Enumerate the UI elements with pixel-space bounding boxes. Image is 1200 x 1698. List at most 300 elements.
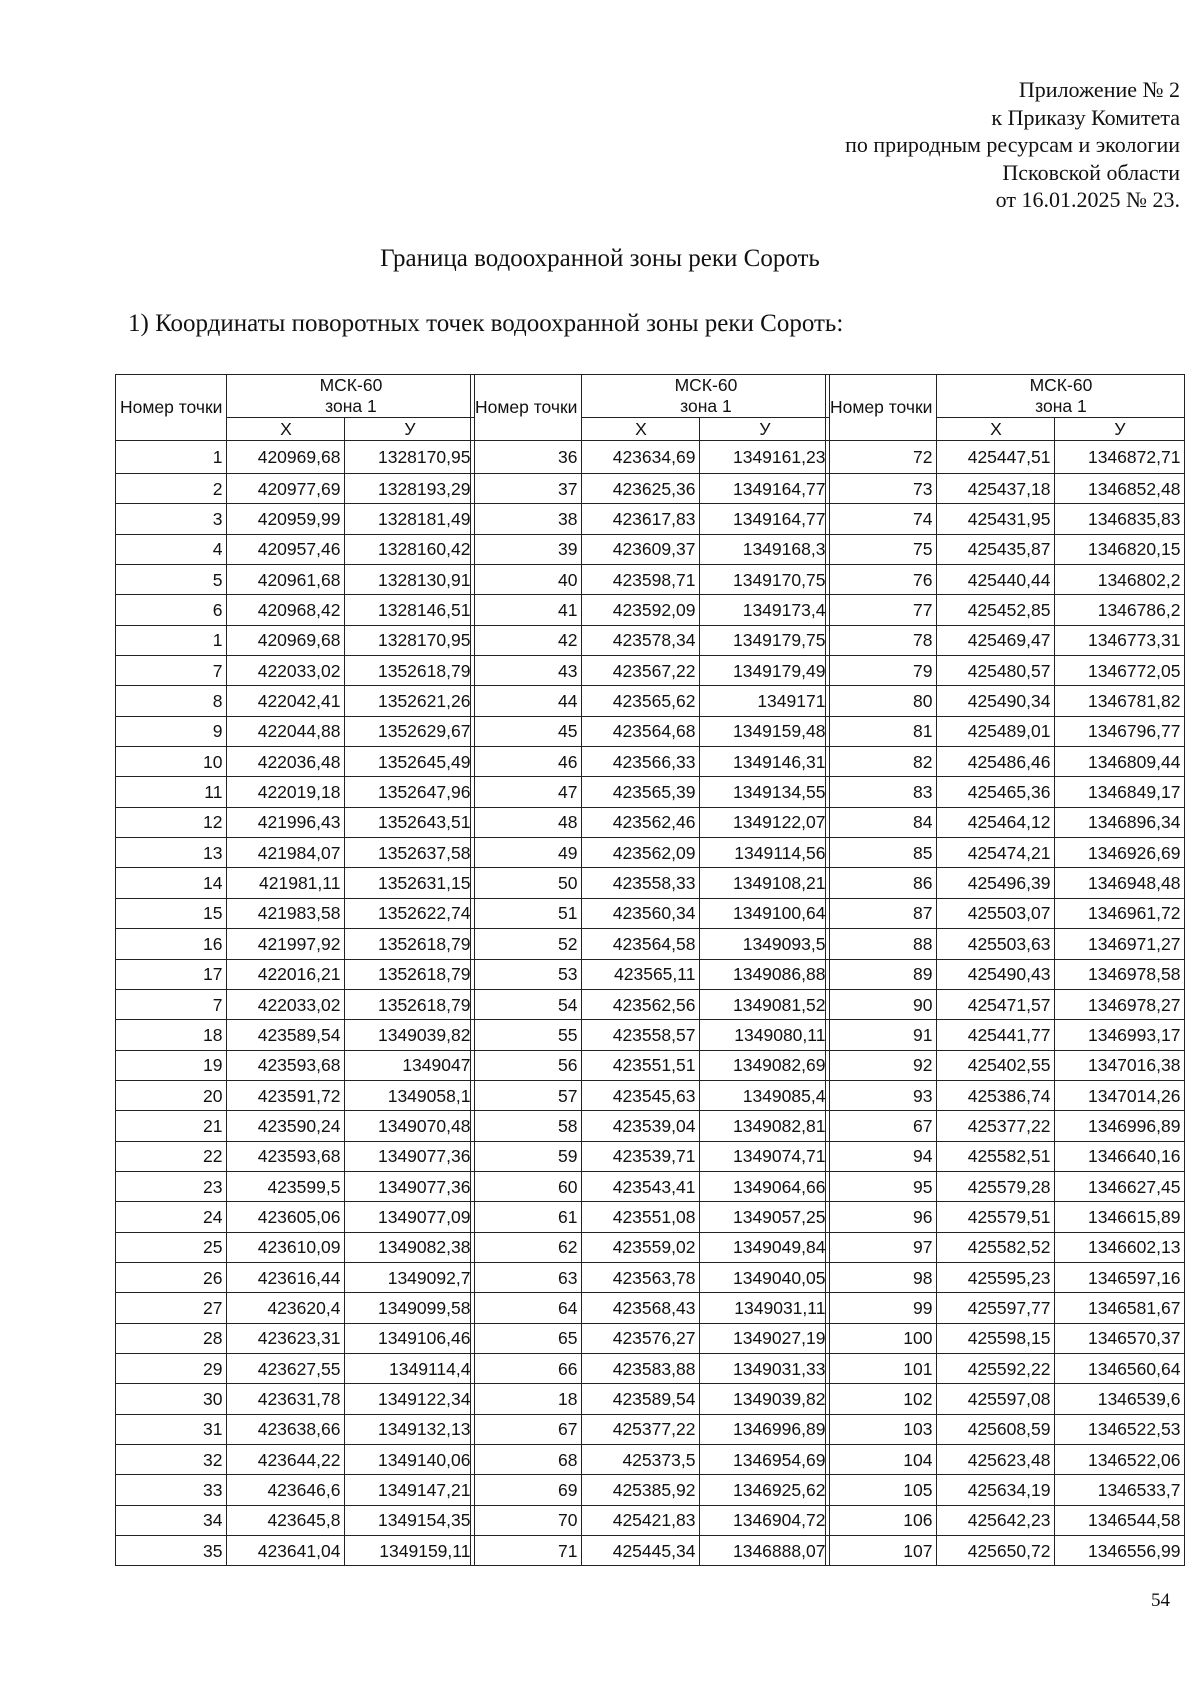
x-coordinate-cell: 423641,04 (227, 1536, 345, 1566)
x-coordinate-cell: 423566,33 (582, 747, 700, 777)
section-title: 1) Координаты поворотных точек водоохранной зоны реки Сороть: (128, 310, 844, 337)
table-row (826, 1262, 1185, 1292)
table-row (471, 1323, 830, 1353)
x-coordinate-cell: 422044,88 (227, 716, 345, 746)
x-coordinate-cell: 423623,31 (227, 1323, 345, 1353)
table-row (471, 1202, 830, 1232)
x-coordinate-cell: 422033,02 (227, 989, 345, 1019)
y-coordinate-cell: 1349170,75 (700, 565, 830, 595)
coordinate-zone: зона 1 (325, 396, 377, 416)
table-row (471, 1171, 830, 1201)
x-coordinate-cell: 425597,77 (937, 1293, 1055, 1323)
y-coordinate-cell: 1346971,27 (1055, 929, 1185, 959)
y-coordinate-cell: 1346560,64 (1055, 1353, 1185, 1383)
point-number-cell: 3 (116, 504, 227, 534)
y-coordinate-cell: 1328130,91 (345, 565, 475, 595)
table-row (471, 595, 830, 625)
point-number-cell: 95 (826, 1171, 937, 1201)
x-coordinate-cell: 423610,09 (227, 1232, 345, 1262)
x-coordinate-cell: 425480,57 (937, 656, 1055, 686)
x-coordinate-cell: 423583,88 (582, 1353, 700, 1383)
x-coordinate-cell: 425437,18 (937, 474, 1055, 504)
point-number-cell: 99 (826, 1293, 937, 1323)
point-number-cell: 86 (826, 868, 937, 898)
point-number-cell: 51 (471, 898, 582, 928)
x-coordinate-cell: 423616,44 (227, 1262, 345, 1292)
point-number-cell: 73 (826, 474, 937, 504)
table-row (471, 474, 830, 504)
x-coordinate-cell: 423562,46 (582, 807, 700, 837)
table-row (826, 1111, 1185, 1141)
table-row (471, 807, 830, 837)
x-coordinate-cell: 421984,07 (227, 838, 345, 868)
point-number-cell: 56 (471, 1050, 582, 1080)
x-coordinate-cell: 423598,71 (582, 565, 700, 595)
table-row (471, 686, 830, 716)
table-row (826, 1475, 1185, 1505)
point-number-cell: 6 (116, 595, 227, 625)
point-number-cell: 87 (826, 898, 937, 928)
point-number-cell: 55 (471, 1020, 582, 1050)
y-coordinate-cell: 1349077,36 (345, 1141, 475, 1171)
coordinate-system-name: МСК-60 (319, 375, 383, 395)
table-row (471, 838, 830, 868)
point-number-cell: 40 (471, 565, 582, 595)
point-number-cell: 46 (471, 747, 582, 777)
point-number-cell: 79 (826, 656, 937, 686)
x-coordinate-cell: 425431,95 (937, 504, 1055, 534)
table-row (471, 441, 830, 474)
table-row (116, 1171, 475, 1201)
x-coordinate-cell: 420969,68 (227, 625, 345, 655)
y-coordinate-cell: 1347014,26 (1055, 1080, 1185, 1110)
point-number-cell: 24 (116, 1202, 227, 1232)
x-coordinate-cell: 425503,63 (937, 929, 1055, 959)
y-coordinate-cell: 1349082,38 (345, 1232, 475, 1262)
y-coordinate-cell: 1328181,49 (345, 504, 475, 534)
table-row (471, 1050, 830, 1080)
x-coordinate-cell: 425421,83 (582, 1505, 700, 1535)
y-coordinate-cell: 1349086,88 (700, 959, 830, 989)
point-number-cell: 57 (471, 1080, 582, 1110)
x-coordinate-cell: 423599,5 (227, 1171, 345, 1201)
y-coordinate-cell: 1349147,21 (345, 1475, 475, 1505)
point-number-cell: 25 (116, 1232, 227, 1262)
x-coordinate-cell: 423560,34 (582, 898, 700, 928)
point-number-cell: 11 (116, 777, 227, 807)
point-number-cell: 72 (826, 441, 937, 474)
point-number-cell: 50 (471, 868, 582, 898)
y-coordinate-cell: 1347016,38 (1055, 1050, 1185, 1080)
coordinate-system-name: МСК-60 (674, 375, 738, 395)
y-coordinate-cell: 1346993,17 (1055, 1020, 1185, 1050)
y-coordinate-cell: 1349092,7 (345, 1262, 475, 1292)
point-number-cell: 19 (116, 1050, 227, 1080)
point-number-cell: 16 (116, 929, 227, 959)
x-coordinate-cell: 420977,69 (227, 474, 345, 504)
table-row (826, 807, 1185, 837)
x-coordinate-cell: 423567,22 (582, 656, 700, 686)
y-coordinate-cell: 1349082,81 (700, 1111, 830, 1141)
table-row (826, 959, 1185, 989)
x-coordinate-cell: 423559,02 (582, 1232, 700, 1262)
y-coordinate-cell: 1346809,44 (1055, 747, 1185, 777)
table-row (826, 441, 1185, 474)
point-number-cell: 45 (471, 716, 582, 746)
appendix-line-4: Псковской области (1002, 159, 1180, 185)
point-number-cell: 93 (826, 1080, 937, 1110)
point-number-cell: 83 (826, 777, 937, 807)
y-coordinate-cell: 1349164,77 (700, 474, 830, 504)
x-coordinate-cell: 423551,08 (582, 1202, 700, 1232)
y-column-header: У (1055, 418, 1185, 441)
x-coordinate-cell: 423564,68 (582, 716, 700, 746)
y-coordinate-cell: 1349122,34 (345, 1384, 475, 1414)
point-number-cell: 89 (826, 959, 937, 989)
y-coordinate-cell: 1346796,77 (1055, 716, 1185, 746)
x-coordinate-cell: 423593,68 (227, 1141, 345, 1171)
table-row (826, 565, 1185, 595)
y-coordinate-cell: 1349082,69 (700, 1050, 830, 1080)
table-row (116, 1080, 475, 1110)
point-number-cell: 42 (471, 625, 582, 655)
x-coordinate-cell: 425486,46 (937, 747, 1055, 777)
x-coordinate-cell: 423645,8 (227, 1505, 345, 1535)
x-coordinate-cell: 423638,66 (227, 1414, 345, 1444)
table-row (471, 1141, 830, 1171)
point-number-cell: 18 (116, 1020, 227, 1050)
x-coordinate-cell: 425435,87 (937, 534, 1055, 564)
point-number-cell: 22 (116, 1141, 227, 1171)
y-coordinate-cell: 1349134,55 (700, 777, 830, 807)
point-number-cell: 48 (471, 807, 582, 837)
table-row (116, 1111, 475, 1141)
y-coordinate-cell: 1349070,48 (345, 1111, 475, 1141)
y-coordinate-cell: 1346835,83 (1055, 504, 1185, 534)
x-coordinate-cell: 425469,47 (937, 625, 1055, 655)
y-coordinate-cell: 1346773,31 (1055, 625, 1185, 655)
y-coordinate-cell: 1346961,72 (1055, 898, 1185, 928)
x-coordinate-cell: 422042,41 (227, 686, 345, 716)
y-coordinate-cell: 1349077,09 (345, 1202, 475, 1232)
y-coordinate-cell: 1328146,51 (345, 595, 475, 625)
table-row (826, 1414, 1185, 1444)
y-coordinate-cell: 1349081,52 (700, 989, 830, 1019)
table-row (826, 1323, 1185, 1353)
y-coordinate-cell: 1346852,48 (1055, 474, 1185, 504)
y-coordinate-cell: 1349031,33 (700, 1353, 830, 1383)
y-coordinate-cell: 1346996,89 (1055, 1111, 1185, 1141)
table-row (471, 656, 830, 686)
coordinates-table-2 (470, 374, 830, 1566)
y-coordinate-cell: 1352631,15 (345, 868, 475, 898)
y-coordinate-cell: 1352622,74 (345, 898, 475, 928)
table-row (116, 838, 475, 868)
table-row (116, 595, 475, 625)
x-coordinate-cell: 423565,39 (582, 777, 700, 807)
x-coordinate-cell: 423558,57 (582, 1020, 700, 1050)
table-row (116, 1323, 475, 1353)
point-number-cell: 32 (116, 1445, 227, 1475)
table-row (116, 1262, 475, 1292)
x-column-header: Х (227, 418, 345, 441)
document-title: Граница водоохранной зоны реки Сороть (380, 245, 820, 272)
point-number-cell: 103 (826, 1414, 937, 1444)
table-row (116, 656, 475, 686)
y-coordinate-cell: 1349154,35 (345, 1505, 475, 1535)
x-column-header: Х (582, 418, 700, 441)
y-column-header: У (345, 418, 475, 441)
point-number-cell: 9 (116, 716, 227, 746)
x-coordinate-cell: 423551,51 (582, 1050, 700, 1080)
point-number-cell: 35 (116, 1536, 227, 1566)
point-number-cell: 105 (826, 1475, 937, 1505)
point-number-cell: 97 (826, 1232, 937, 1262)
x-coordinate-cell: 425452,85 (937, 595, 1055, 625)
table-row (471, 959, 830, 989)
y-coordinate-cell: 1349040,05 (700, 1262, 830, 1292)
x-coordinate-cell: 421981,11 (227, 868, 345, 898)
y-coordinate-cell: 1346522,06 (1055, 1445, 1185, 1475)
y-coordinate-cell: 1352618,79 (345, 656, 475, 686)
x-coordinate-cell: 422036,48 (227, 747, 345, 777)
y-coordinate-cell: 1349146,31 (700, 747, 830, 777)
y-coordinate-cell: 1349049,84 (700, 1232, 830, 1262)
x-coordinate-cell: 423545,63 (582, 1080, 700, 1110)
point-number-cell: 58 (471, 1111, 582, 1141)
point-number-header: Номер точки (116, 375, 227, 441)
x-coordinate-cell: 425385,92 (582, 1475, 700, 1505)
table-row (116, 716, 475, 746)
x-coordinate-cell: 423605,06 (227, 1202, 345, 1232)
point-number-cell: 5 (116, 565, 227, 595)
point-number-cell: 76 (826, 565, 937, 595)
appendix-header (620, 76, 1180, 214)
y-coordinate-cell: 1349039,82 (345, 1020, 475, 1050)
table-row (471, 898, 830, 928)
table-row (116, 1384, 475, 1414)
y-coordinate-cell: 1346615,89 (1055, 1202, 1185, 1232)
point-number-cell: 61 (471, 1202, 582, 1232)
table-row (471, 777, 830, 807)
table-row (826, 1293, 1185, 1323)
y-coordinate-cell: 1349047 (345, 1050, 475, 1080)
y-coordinate-cell: 1349161,23 (700, 441, 830, 474)
point-number-header: Номер точки (471, 375, 582, 441)
table-row (826, 1505, 1185, 1535)
point-number-cell: 62 (471, 1232, 582, 1262)
x-coordinate-cell: 423644,22 (227, 1445, 345, 1475)
table-row (826, 989, 1185, 1019)
x-coordinate-cell: 425440,44 (937, 565, 1055, 595)
point-number-cell: 4 (116, 534, 227, 564)
x-coordinate-cell: 423562,56 (582, 989, 700, 1019)
point-number-cell: 68 (471, 1445, 582, 1475)
table-row (471, 1384, 830, 1414)
y-coordinate-cell: 1346820,15 (1055, 534, 1185, 564)
point-number-cell: 1 (116, 625, 227, 655)
point-number-cell: 15 (116, 898, 227, 928)
x-coordinate-cell: 422019,18 (227, 777, 345, 807)
table-row (116, 1232, 475, 1262)
table-row (116, 747, 475, 777)
table-row (471, 534, 830, 564)
table-row (116, 1536, 475, 1566)
point-number-cell: 92 (826, 1050, 937, 1080)
table-row (826, 686, 1185, 716)
y-coordinate-cell: 1349179,49 (700, 656, 830, 686)
table-row (471, 1293, 830, 1323)
x-coordinate-cell: 425503,07 (937, 898, 1055, 928)
x-column-header: Х (937, 418, 1055, 441)
y-coordinate-cell: 1349058,1 (345, 1080, 475, 1110)
point-number-cell: 12 (116, 807, 227, 837)
table-row (826, 868, 1185, 898)
y-coordinate-cell: 1328170,95 (345, 441, 475, 474)
y-coordinate-cell: 1346522,53 (1055, 1414, 1185, 1444)
y-coordinate-cell: 1349100,64 (700, 898, 830, 928)
x-coordinate-cell: 425582,52 (937, 1232, 1055, 1262)
x-coordinate-cell: 425642,23 (937, 1505, 1055, 1535)
point-number-cell: 67 (471, 1414, 582, 1444)
x-coordinate-cell: 423593,68 (227, 1050, 345, 1080)
y-coordinate-cell: 1349159,48 (700, 716, 830, 746)
x-coordinate-cell: 425447,51 (937, 441, 1055, 474)
point-number-cell: 69 (471, 1475, 582, 1505)
table-row (471, 1445, 830, 1475)
y-coordinate-cell: 1349173,4 (700, 595, 830, 625)
appendix-line-3: по природным ресурсам и экологии (845, 132, 1180, 157)
y-coordinate-cell: 1352629,67 (345, 716, 475, 746)
y-coordinate-cell: 1352643,51 (345, 807, 475, 837)
table-row (826, 838, 1185, 868)
y-coordinate-cell: 1346996,89 (700, 1414, 830, 1444)
table-row (116, 1353, 475, 1383)
point-number-cell: 59 (471, 1141, 582, 1171)
table-row (471, 1505, 830, 1535)
table-row (116, 1293, 475, 1323)
x-coordinate-cell: 425608,59 (937, 1414, 1055, 1444)
table-row (826, 1020, 1185, 1050)
y-coordinate-cell: 1346925,62 (700, 1475, 830, 1505)
table-row (826, 929, 1185, 959)
x-coordinate-cell: 423562,09 (582, 838, 700, 868)
table-row (471, 625, 830, 655)
table-row (116, 474, 475, 504)
table-row (826, 747, 1185, 777)
table-row (471, 565, 830, 595)
table-row (116, 1445, 475, 1475)
x-coordinate-cell: 420968,42 (227, 595, 345, 625)
x-coordinate-cell: 423558,33 (582, 868, 700, 898)
coordinate-system-header (582, 375, 830, 418)
x-coordinate-cell: 423564,58 (582, 929, 700, 959)
point-number-cell: 60 (471, 1171, 582, 1201)
y-coordinate-cell: 1349168,3 (700, 534, 830, 564)
x-coordinate-cell: 420969,68 (227, 441, 345, 474)
y-coordinate-cell: 1352618,79 (345, 989, 475, 1019)
y-coordinate-cell: 1346556,99 (1055, 1536, 1185, 1566)
x-coordinate-cell: 423565,11 (582, 959, 700, 989)
point-number-cell: 98 (826, 1262, 937, 1292)
y-coordinate-cell: 1349057,25 (700, 1202, 830, 1232)
point-number-cell: 82 (826, 747, 937, 777)
appendix-line-1: Приложение № 2 (1018, 77, 1180, 102)
table-row (826, 1353, 1185, 1383)
x-coordinate-cell: 425595,23 (937, 1262, 1055, 1292)
point-number-cell: 21 (116, 1111, 227, 1141)
x-coordinate-cell: 423565,62 (582, 686, 700, 716)
point-number-cell: 81 (826, 716, 937, 746)
y-coordinate-cell: 1349159,11 (345, 1536, 475, 1566)
point-number-cell: 7 (116, 656, 227, 686)
table-row (826, 1141, 1185, 1171)
table-row (471, 1232, 830, 1262)
coordinate-zone: зона 1 (680, 396, 732, 416)
x-coordinate-cell: 425496,39 (937, 868, 1055, 898)
point-number-cell: 78 (826, 625, 937, 655)
table-row (471, 747, 830, 777)
point-number-cell: 7 (116, 989, 227, 1019)
y-column-header: У (700, 418, 830, 441)
y-coordinate-cell: 1349099,58 (345, 1293, 475, 1323)
table-row (826, 534, 1185, 564)
point-number-cell: 75 (826, 534, 937, 564)
x-coordinate-cell: 425489,01 (937, 716, 1055, 746)
x-coordinate-cell: 425386,74 (937, 1080, 1055, 1110)
point-number-cell: 90 (826, 989, 937, 1019)
x-coordinate-cell: 425490,34 (937, 686, 1055, 716)
table-row (116, 929, 475, 959)
table-row (826, 1445, 1185, 1475)
y-coordinate-cell: 1346640,16 (1055, 1141, 1185, 1171)
coordinate-system-name: МСК-60 (1029, 375, 1093, 395)
point-number-cell: 17 (116, 959, 227, 989)
x-coordinate-cell: 425579,51 (937, 1202, 1055, 1232)
x-coordinate-cell: 421997,92 (227, 929, 345, 959)
table-row (116, 1505, 475, 1535)
x-coordinate-cell: 423631,78 (227, 1384, 345, 1414)
y-coordinate-cell: 1349080,11 (700, 1020, 830, 1050)
table-row (116, 868, 475, 898)
table-row (471, 1536, 830, 1566)
point-number-cell: 52 (471, 929, 582, 959)
point-number-cell: 77 (826, 595, 937, 625)
x-coordinate-cell: 425474,21 (937, 838, 1055, 868)
y-coordinate-cell: 1346849,17 (1055, 777, 1185, 807)
x-coordinate-cell: 425623,48 (937, 1445, 1055, 1475)
point-number-cell: 18 (471, 1384, 582, 1414)
x-coordinate-cell: 423539,04 (582, 1111, 700, 1141)
y-coordinate-cell: 1349039,82 (700, 1384, 830, 1414)
point-number-cell: 91 (826, 1020, 937, 1050)
table-row (116, 989, 475, 1019)
point-number-cell: 8 (116, 686, 227, 716)
y-coordinate-cell: 1349074,71 (700, 1141, 830, 1171)
table-row (471, 989, 830, 1019)
point-number-cell: 94 (826, 1141, 937, 1171)
table-row (826, 1536, 1185, 1566)
x-coordinate-cell: 425377,22 (937, 1111, 1055, 1141)
coordinate-zone: зона 1 (1035, 396, 1087, 416)
x-coordinate-cell: 423590,24 (227, 1111, 345, 1141)
table-row (471, 1080, 830, 1110)
table-row (116, 959, 475, 989)
y-coordinate-cell: 1346926,69 (1055, 838, 1185, 868)
table-row (116, 534, 475, 564)
point-number-cell: 38 (471, 504, 582, 534)
y-coordinate-cell: 1346786,2 (1055, 595, 1185, 625)
